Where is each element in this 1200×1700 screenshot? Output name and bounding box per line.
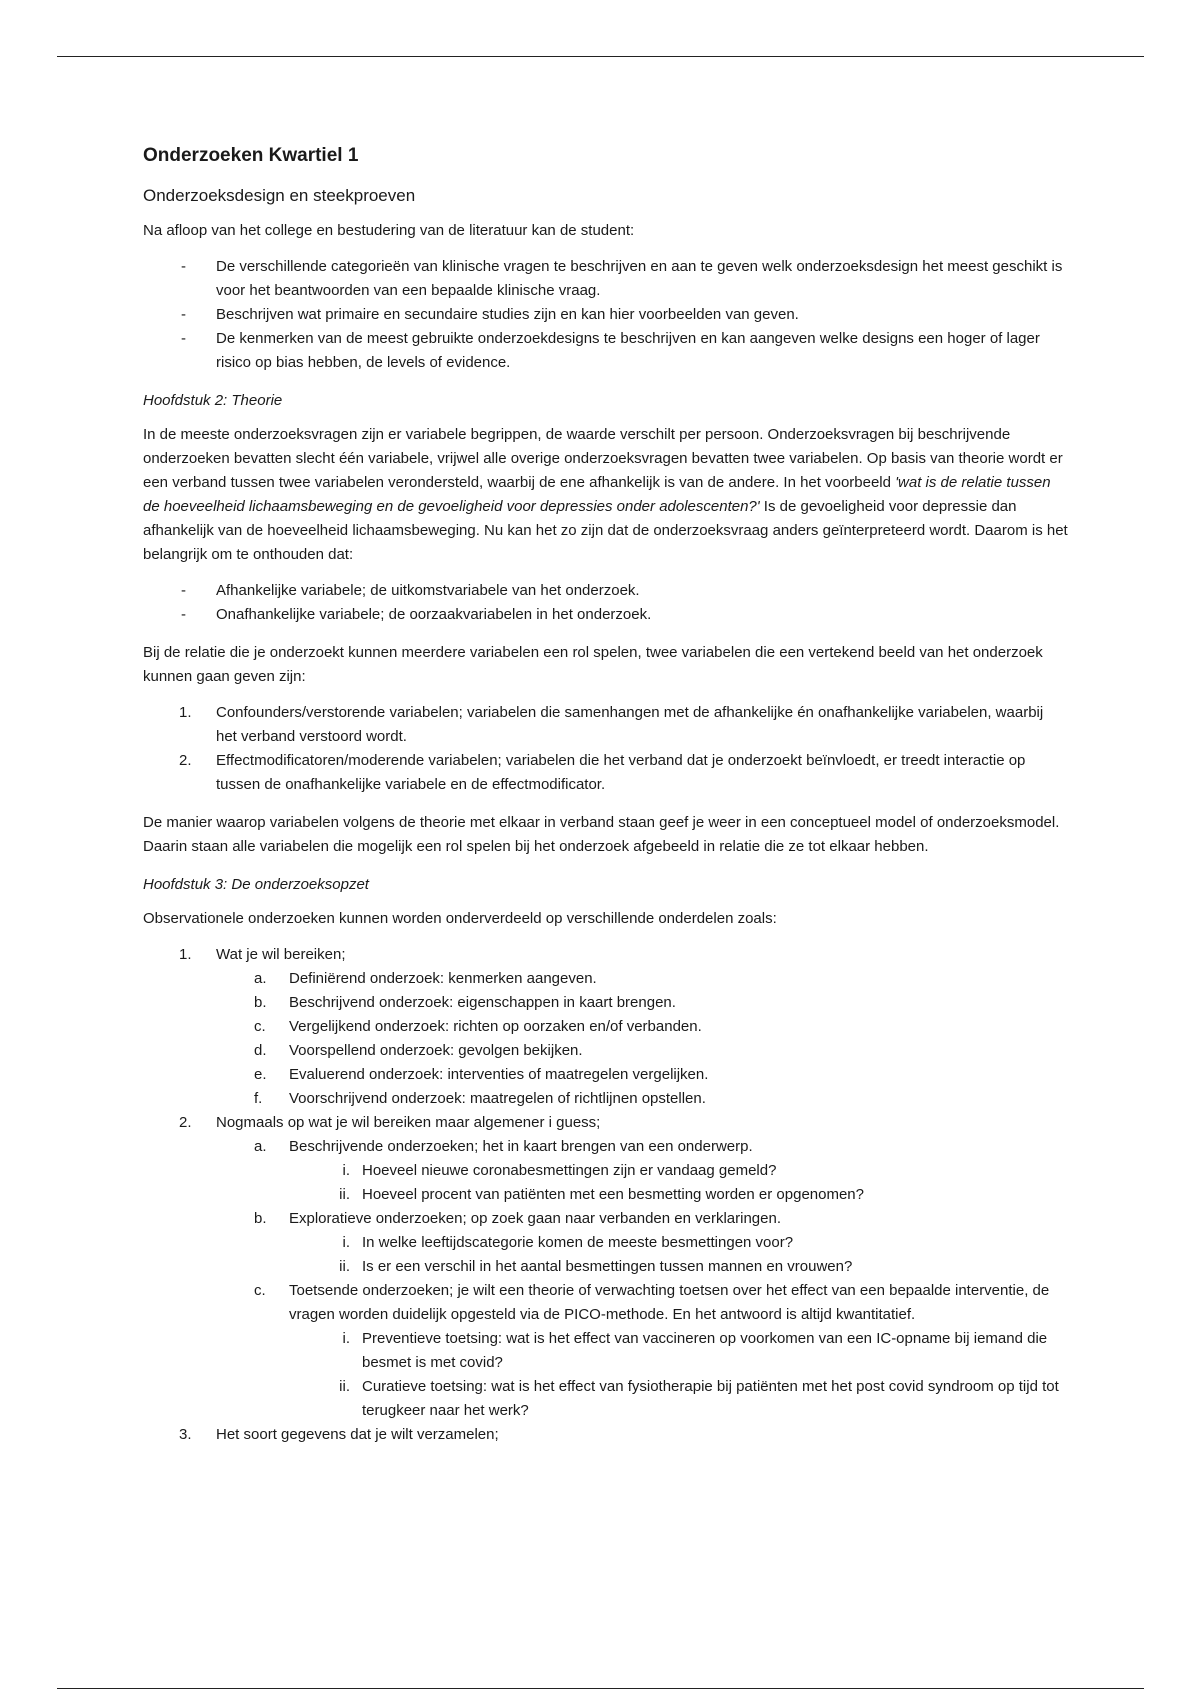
chapter3-heading: Hoofdstuk 3: De onderzoeksopzet bbox=[143, 876, 369, 893]
sublist bbox=[289, 1231, 1068, 1279]
list-item: 2. Nogmaals op wat je wil bereiken maar algemener i guess; a. Beschrijvende onderzoeken; het in kaart brengen van een onderwerp. i. Hoeveel nieuwe coronabesmettingen zijn er vandaag gemeld? ii. Hoeveel procent van patiënten met een besmetting worden er opgenomen? b. Exploratieve onderzoeken; op zoek gaan naar verbanden en verklaringen. i. In welke leeftijdscategorie komen de meeste besmettingen voor? ii. Is er een verschil in het aantal besmettingen tussen mannen en vrouwen? c. Toetsende onderzoeken; je wilt een theorie of verwachting toetsen over het effect van een bepaalde interventie, de vragen worden duidelijk opgesteld via de PICO-methode. En het antwoord is altijd kwantitatief. i. Preventieve toetsing: wat is het effect van vaccineren op voorkomen van een IC-opname bij iemand die besmet is met covid? ii. Curatieve toetsing: wat is het effect van fysiotherapie bij patiënten met het post covid syndroom op tijd tot terugkeer naar het werk? bbox=[143, 1111, 1068, 1423]
chapter3-intro: Observationele onderzoeken kunnen worden onderverdeeld op verschillende onderdelen zoals: bbox=[143, 910, 777, 927]
sublist bbox=[289, 1327, 1068, 1423]
sublist bbox=[216, 1135, 1068, 1423]
objectives-list bbox=[143, 255, 1068, 375]
list-item: ii. Hoeveel procent van patiënten met een besmetting worden er opgenomen? bbox=[339, 1186, 864, 1203]
list-item: 2. Effectmodificatoren/moderende variabelen; variabelen die het verband dat je onderzoekt beïnvloedt, er treedt interactie op tussen de onafhankelijke variabele en de effectmodificator. bbox=[179, 752, 1026, 793]
document-title: Onderzoeken Kwartiel 1 bbox=[143, 145, 359, 166]
list-item: - De verschillende categorieën van klinische vragen te beschrijven en aan te geven welk onderzoeksdesign het meest geschikt is voor het beantwoorden van een bepaalde klinische vraag. bbox=[181, 258, 1063, 299]
document-subtitle: Onderzoeksdesign en steekproeven bbox=[143, 186, 416, 205]
list-item: i. Preventieve toetsing: wat is het effect van vaccineren op voorkomen van een IC-opname bij iemand die besmet is met covid? bbox=[342, 1330, 1048, 1371]
list-item: 3. Het soort gegevens dat je wilt verzamelen; bbox=[179, 1426, 499, 1443]
chapter2-paragraph2: Bij de relatie die je onderzoekt kunnen meerdere variabelen een rol spelen, twee variabelen die een vertekend beeld van het onderzoek kunnen gaan geven zijn: bbox=[143, 644, 1043, 685]
document-body bbox=[143, 143, 1068, 1447]
list-item: - De kenmerken van de meest gebruikte onderzoekdesigns te beschrijven en kan aangeven welke designs een hoger of lager risico op bias hebben, de levels of evidence. bbox=[181, 330, 1040, 371]
list-item: e. Evaluerend onderzoek: interventies of maatregelen vergelijken. bbox=[254, 1066, 709, 1083]
list-item: f. Voorschrijvend onderzoek: maatregelen of richtlijnen opstellen. bbox=[254, 1090, 706, 1107]
list-item: ii. Curatieve toetsing: wat is het effect van fysiotherapie bij patiënten met het post covid syndroom op tijd tot terugkeer naar het werk? bbox=[339, 1378, 1059, 1419]
sublist bbox=[216, 967, 1068, 1111]
list-item: b. Exploratieve onderzoeken; op zoek gaan naar verbanden en verklaringen. i. In welke leeftijdscategorie komen de meeste besmettingen voor? ii. Is er een verschil in het aantal besmettingen tussen mannen en vrouwen? bbox=[216, 1207, 1068, 1279]
research-types-list bbox=[143, 943, 1068, 1447]
header-rule bbox=[57, 56, 1144, 57]
intro-text: Na afloop van het college en bestudering van de literatuur kan de student: bbox=[143, 222, 635, 239]
list-item: i. In welke leeftijdscategorie komen de meeste besmettingen voor? bbox=[342, 1234, 794, 1251]
list-item: 1. Confounders/verstorende variabelen; variabelen die samenhangen met de afhankelijke én onafhankelijke variabelen, waarbij het verband verstoord wordt. bbox=[179, 704, 1044, 745]
example-quote: 'wat is de relatie tussen de hoeveelheid lichaamsbeweging en de gevoeligheid voor depressies onder adolescenten?' bbox=[143, 474, 1051, 515]
bias-variables-list bbox=[143, 701, 1068, 797]
chapter2-paragraph3: De manier waarop variabelen volgens de theorie met elkaar in verband staan geef je weer in een conceptueel model of onderzoeksmodel. Daarin staan alle variabelen die mogelijk een rol spelen bij het onderzoek afgebeeld in relatie die ze tot elkaar hebben. bbox=[143, 814, 1060, 855]
list-item: - Afhankelijke variabele; de uitkomstvariabele van het onderzoek. bbox=[181, 582, 640, 599]
list-item: 1. Wat je wil bereiken; a. Definiërend onderzoek: kenmerken aangeven. b. Beschrijvend onderzoek: eigenschappen in kaart brengen. c. Vergelijkend onderzoek: richten op oorzaken en/of verbanden. d. Voorspellend onderzoek: gevolgen bekijken. e. Evaluerend onderzoek: interventies of maatregelen vergelijken. f. Voorschrijvend onderzoek: maatregelen of richtlijnen opstellen. bbox=[143, 943, 1068, 1111]
list-item: a. Beschrijvende onderzoeken; het in kaart brengen van een onderwerp. i. Hoeveel nieuwe coronabesmettingen zijn er vandaag gemeld? ii. Hoeveel procent van patiënten met een besmetting worden er opgenomen? bbox=[216, 1135, 1068, 1207]
list-item: c. Toetsende onderzoeken; je wilt een theorie of verwachting toetsen over het effect van een bepaalde interventie, de vragen worden duidelijk opgesteld via de PICO-methode. En het antwoord is altijd kwantitatief. i. Preventieve toetsing: wat is het effect van vaccineren op voorkomen van een IC-opname bij iemand die besmet is met covid? ii. Curatieve toetsing: wat is het effect van fysiotherapie bij patiënten met het post covid syndroom op tijd tot terugkeer naar het werk? bbox=[216, 1279, 1068, 1423]
variables-list bbox=[143, 579, 1068, 627]
footer-rule bbox=[57, 1688, 1144, 1689]
list-item: b. Beschrijvend onderzoek: eigenschappen in kaart brengen. bbox=[254, 994, 676, 1011]
sublist bbox=[289, 1159, 1068, 1207]
list-item: a. Definiërend onderzoek: kenmerken aangeven. bbox=[254, 970, 597, 987]
list-item: d. Voorspellend onderzoek: gevolgen bekijken. bbox=[254, 1042, 583, 1059]
list-item: i. Hoeveel nieuwe coronabesmettingen zijn er vandaag gemeld? bbox=[342, 1162, 777, 1179]
list-item: - Beschrijven wat primaire en secundaire studies zijn en kan hier voorbeelden van geven. bbox=[181, 306, 799, 323]
list-item: ii. Is er een verschil in het aantal besmettingen tussen mannen en vrouwen? bbox=[339, 1258, 853, 1275]
list-item: - Onafhankelijke variabele; de oorzaakvariabelen in het onderzoek. bbox=[181, 606, 652, 623]
list-item: c. Vergelijkend onderzoek: richten op oorzaken en/of verbanden. bbox=[254, 1018, 702, 1035]
chapter2-heading: Hoofdstuk 2: Theorie bbox=[143, 392, 283, 409]
chapter2-paragraph1: In de meeste onderzoeksvragen zijn er variabele begrippen, de waarde verschilt per persoon. Onderzoeksvragen bij beschrijvende onderzoeken bevatten slecht één variabele, vrijwel alle overige onderzoeksvragen bevatten twee variabelen. Op basis van theorie wordt er een verband tussen twee variabelen verondersteld, waarbij de ene afhankelijk is van de andere. In het voorbeeld 'wat is de relatie tussen de hoeveelheid lichaamsbeweging en de gevoeligheid voor depressies onder adolescenten?' Is de gevoeligheid voor depressie dan afhankelijk van de hoeveelheid lichaamsbeweging. Nu kan het zo zijn dat de onderzoeksvraag anders geïnterpreteerd wordt. Daarom is het belangrijk om te onthouden dat: bbox=[143, 426, 1068, 563]
